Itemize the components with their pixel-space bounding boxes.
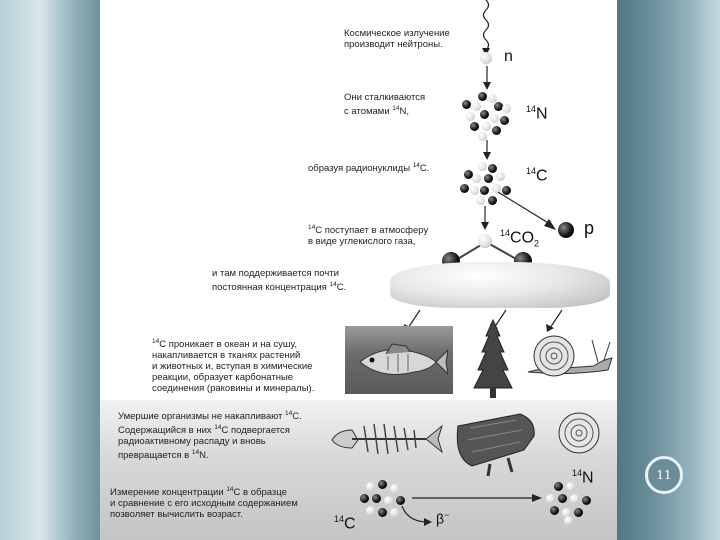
neutron-particle <box>480 52 492 64</box>
n14-label: $^{14}$N <box>526 104 548 123</box>
arrow-down-1 <box>482 66 492 90</box>
dead-log-picture <box>450 406 542 478</box>
collide-text: Они сталкиваются с атомами $^{14}$N, <box>344 92 426 118</box>
beta-particle-label: β− <box>436 510 450 527</box>
co2-carbon-atom <box>478 234 492 248</box>
left-decor-band <box>0 0 100 540</box>
fish-picture <box>352 342 448 382</box>
proton-particle <box>558 222 574 238</box>
ocean-land-text: $^{14}$C проникает в океан и на сушу, накапливается в тканях растений и животных и, вступая в химические реакции, образует карбонатные соединения (раковины и минералы). <box>152 338 315 395</box>
proton-label: p <box>584 218 595 238</box>
arrow-to-proton <box>498 192 560 232</box>
arrow-down-2 <box>482 140 492 160</box>
diagram-panel <box>100 0 617 540</box>
atmosphere-cloud <box>390 262 610 308</box>
c14-label: $^{14}$C <box>526 166 548 185</box>
slide-number-badge: 11 <box>645 456 683 494</box>
constant-concentration-text: и там поддерживается почти постоянная концентрация $^{14}$C. <box>212 268 347 294</box>
decay-c14-label: $^{14}$C <box>334 514 356 533</box>
atmosphere-text: $^{14}$C поступает в атмосферу в виде углекислого газа, <box>308 224 429 248</box>
beta-emission-arrow <box>400 504 434 526</box>
decay-n14-label: $^{14}$N <box>572 468 594 487</box>
arrow-down-3 <box>480 206 490 230</box>
decay-arrow <box>412 492 544 504</box>
fish-skeleton-picture <box>328 416 446 462</box>
pine-tree-picture <box>470 318 516 400</box>
dead-organisms-text: Умершие организмы не накапливают $^{14}$C. Содержащийся в них $^{14}$C подвергается радиоактивному распаду и вновь превращается в $^{14}$N. <box>118 410 302 462</box>
cosmic-ray-wavy-arrow <box>478 0 498 60</box>
cosmic-ray-text: Космическое излучение производит нейтроны. <box>344 28 450 50</box>
snail-picture <box>518 332 614 382</box>
form-radionuclide-text: образуя радионуклиды $^{14}$C. <box>308 162 430 175</box>
measurement-text: Измерение концентрации $^{14}$C в образце и сравнение с его исходным содержанием позволяет вычислить возраст. <box>110 486 298 521</box>
nitrogen-nucleus <box>458 90 514 140</box>
neutron-label: n <box>504 48 513 65</box>
snail-shell-picture <box>556 410 602 456</box>
co2-label: $^{14}CO_2$ <box>500 228 540 249</box>
